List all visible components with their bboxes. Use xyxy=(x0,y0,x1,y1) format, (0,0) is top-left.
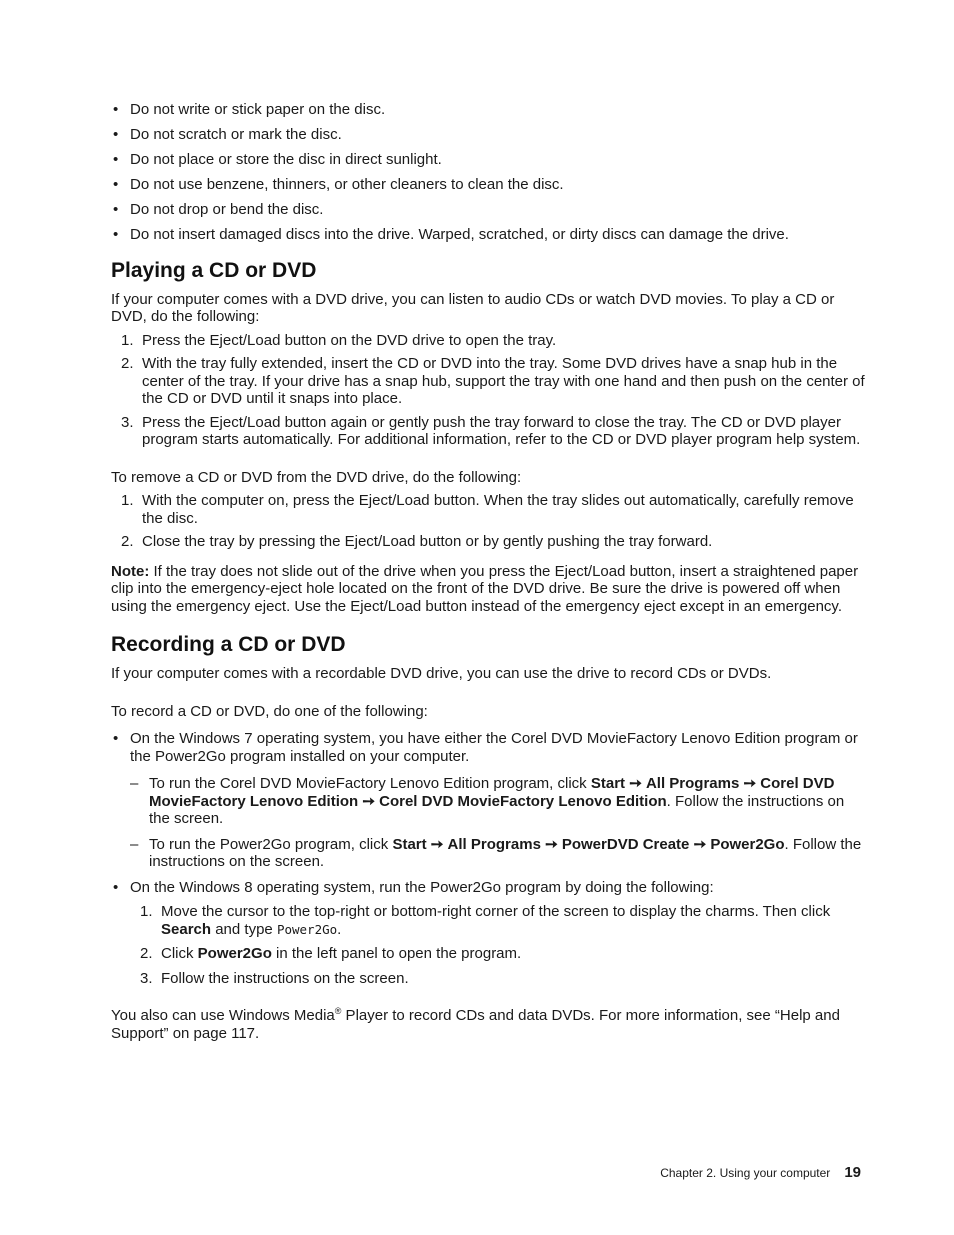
arrow-icon: ➙ xyxy=(743,775,757,792)
note-label: Note: xyxy=(111,562,150,580)
list-item: 1. Move the cursor to the top-right or bottom-right corner of the screen to display the charms. Then click Search and type Power2Go. xyxy=(140,903,831,938)
list-item-windows8: • On the Windows 8 operating system, run the Power2Go program by doing the following: 1. Move the cursor to the top-right or bottom-right corner of the screen to display the charms. Then click Search and type Power2Go. 2. Click Power2Go in the left panel to open the program. 3. Follow the instructions on the screen. xyxy=(111,879,866,988)
arrow-icon: ➙ xyxy=(693,835,707,853)
section-heading-recording: Recording a CD or DVD xyxy=(111,633,346,656)
list-item: 1. With the computer on, press the Eject/Load button. When the tray slides out automatically, carefully remove the disc. xyxy=(121,492,854,527)
list-item: 3. Follow the instructions on the screen. xyxy=(140,969,409,987)
arrow-icon: ➙ xyxy=(629,775,642,792)
remove-intro: To remove a CD or DVD from the DVD drive, do the following: xyxy=(111,468,522,486)
list-item: – To run the Corel DVD MovieFactory Lenovo Edition program, click Start ➙ All Programs ➙ Corel DVD MovieFactory Lenovo Edition ➙ Corel DVD MovieFactory Lenovo Edition. Follow the instructions on the screen. xyxy=(111,775,866,828)
remove-steps xyxy=(111,492,866,551)
windows8-steps xyxy=(111,903,866,987)
document-page xyxy=(111,101,866,1042)
page-number: 19 xyxy=(844,1164,861,1181)
list-item: 2. Click Power2Go in the left panel to open the program. xyxy=(140,945,522,962)
windows-media-paragraph: You also can use Windows Media® Player to record CDs and data DVDs. For more information, see “Help and Support” on page 117. xyxy=(111,1006,840,1042)
list-item: • Do not drop or bend the disc. xyxy=(111,201,866,219)
arrow-icon: ➙ xyxy=(362,792,375,810)
arrow-icon: ➙ xyxy=(430,835,444,853)
arrow-icon: ➙ xyxy=(545,835,558,853)
list-item: 1. Press the Eject/Load button on the DVD drive to open the tray. xyxy=(121,331,557,349)
page-footer xyxy=(660,1164,861,1183)
note-paragraph: Note: If the tray does not slide out of the drive when you press the Eject/Load button, insert a straightened paper clip into the emergency-eject hole located on the front of the DVD drive. Be sure the drive is powered off when using the emergency eject. Use the Eject/Load button instead of the emergency eject except in an emergency. xyxy=(111,562,859,615)
record-os-list xyxy=(111,730,866,987)
playing-steps xyxy=(111,332,866,449)
list-item-windows7: • On the Windows 7 operating system, you have either the Corel DVD MovieFactory Lenovo Edition program or the Power2Go program installed on your computer. – To run the Corel DVD MovieFactory Lenovo Edition program, click Start ➙ All Programs ➙ Corel DVD MovieFactory Lenovo Edition ➙ Corel DVD MovieFactory Lenovo Edition. Follow the instructions on the screen. – To run the Power2Go program, click Start ➙ All Programs ➙ PowerDVD Create ➙ Power2Go. Follow the instructions on the screen. xyxy=(111,730,866,871)
list-item: 2. With the tray fully extended, insert the CD or DVD into the tray. Some DVD drives have a snap hub in the center of the tray. If your drive has a snap hub, support the tray with one hand and then push on the center of the CD or DVD until it snaps into place. xyxy=(121,355,865,407)
list-item: 2. Close the tray by pressing the Eject/Load button or by gently pushing the tray forward. xyxy=(121,533,713,550)
list-item: • Do not place or store the disc in direct sunlight. xyxy=(111,151,866,169)
list-item: – To run the Power2Go program, click Start ➙ All Programs ➙ PowerDVD Create ➙ Power2Go. Follow the instructions on the screen. xyxy=(111,836,866,871)
section-heading-playing: Playing a CD or DVD xyxy=(111,258,317,282)
list-item: • Do not scratch or mark the disc. xyxy=(111,126,866,144)
record-options-intro: To record a CD or DVD, do one of the following: xyxy=(111,702,428,720)
windows7-options xyxy=(111,775,866,871)
list-item: • Do not write or stick paper on the disc. xyxy=(111,101,866,119)
list-item: • Do not use benzene, thinners, or other cleaners to clean the disc. xyxy=(111,176,866,194)
list-item: 3. Press the Eject/Load button again or gently push the tray forward to close the tray. The CD or DVD player program starts automatically. For additional information, refer to the CD or DVD player program help system. xyxy=(121,413,861,448)
disc-care-list xyxy=(111,101,866,244)
list-item: • Do not insert damaged discs into the drive. Warped, scratched, or dirty discs can damage the drive. xyxy=(111,226,866,244)
footer-chapter: Chapter 2. Using your computer xyxy=(660,1166,831,1180)
playing-intro: If your computer comes with a DVD drive, you can listen to audio CDs or watch DVD movies. To play a CD or DVD, do the following: xyxy=(111,290,835,325)
recording-intro: If your computer comes with a recordable DVD drive, you can use the drive to record CDs or DVDs. xyxy=(111,665,772,682)
